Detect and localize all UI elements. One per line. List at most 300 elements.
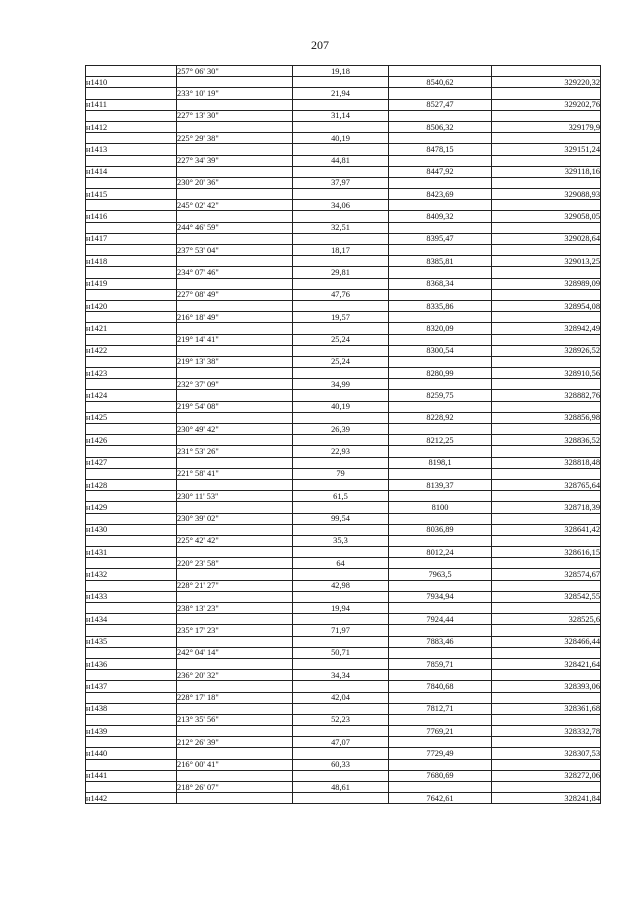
empty-cell (177, 703, 293, 714)
direction-angle: 231° 53' 26" (177, 446, 293, 457)
empty-cell (389, 222, 492, 233)
coord-y: 328765,64 (492, 479, 601, 490)
distance-value: 32,51 (293, 222, 389, 233)
point-row (86, 345, 601, 356)
coord-y: 328525,6 (492, 614, 601, 625)
distance-value: 19,57 (293, 312, 389, 323)
point-name: н1423 (86, 368, 177, 379)
coord-y: 329088,93 (492, 189, 601, 200)
point-name: н1427 (86, 457, 177, 468)
empty-cell (177, 166, 293, 177)
coord-y: 328942,49 (492, 323, 601, 334)
empty-cell (492, 446, 601, 457)
point-name: н1430 (86, 524, 177, 535)
empty-cell (86, 737, 177, 748)
empty-cell (86, 603, 177, 614)
segment-row (86, 424, 601, 435)
coord-x: 8100 (389, 502, 492, 513)
empty-cell (389, 312, 492, 323)
coord-y: 329013,25 (492, 256, 601, 267)
segment-row (86, 692, 601, 703)
point-name: н1441 (86, 770, 177, 781)
segment-row (86, 155, 601, 166)
direction-angle: 228° 21' 27" (177, 580, 293, 591)
empty-cell (177, 636, 293, 647)
direction-angle: 228° 17' 18" (177, 692, 293, 703)
coord-x: 8212,25 (389, 435, 492, 446)
segment-row (86, 379, 601, 390)
coord-y: 329028,64 (492, 233, 601, 244)
empty-cell (86, 200, 177, 211)
empty-cell (492, 759, 601, 770)
empty-cell (293, 99, 389, 110)
coord-y: 328856,98 (492, 412, 601, 423)
empty-cell (389, 401, 492, 412)
empty-cell (389, 66, 492, 77)
empty-cell (492, 692, 601, 703)
point-row (86, 569, 601, 580)
empty-cell (389, 289, 492, 300)
direction-angle: 242° 04' 14" (177, 647, 293, 658)
empty-cell (293, 390, 389, 401)
point-name: н1420 (86, 300, 177, 311)
coord-x: 7812,71 (389, 703, 492, 714)
empty-cell (86, 446, 177, 457)
empty-cell (492, 289, 601, 300)
empty-cell (492, 491, 601, 502)
point-row (86, 300, 601, 311)
empty-cell (177, 77, 293, 88)
empty-cell (86, 491, 177, 502)
empty-cell (86, 535, 177, 546)
point-row (86, 77, 601, 88)
distance-value: 48,61 (293, 782, 389, 793)
empty-cell (177, 658, 293, 669)
empty-cell (293, 412, 389, 423)
segment-row (86, 222, 601, 233)
coord-x: 8280,99 (389, 368, 492, 379)
direction-angle: 230° 11' 53" (177, 491, 293, 502)
empty-cell (177, 457, 293, 468)
empty-cell (86, 356, 177, 367)
point-name: н1439 (86, 726, 177, 737)
distance-value: 19,18 (293, 66, 389, 77)
empty-cell (492, 782, 601, 793)
point-row (86, 166, 601, 177)
segment-row (86, 267, 601, 278)
coord-x: 8385,81 (389, 256, 492, 267)
empty-cell (177, 99, 293, 110)
point-name: н1416 (86, 211, 177, 222)
empty-cell (293, 793, 389, 804)
point-name: н1410 (86, 77, 177, 88)
segment-row (86, 200, 601, 211)
segment-row (86, 714, 601, 725)
empty-cell (177, 323, 293, 334)
distance-value: 29,81 (293, 267, 389, 278)
coord-y: 329151,24 (492, 144, 601, 155)
empty-cell (293, 121, 389, 132)
empty-cell (389, 692, 492, 703)
segment-row (86, 312, 601, 323)
empty-cell (177, 479, 293, 490)
point-name: н1413 (86, 144, 177, 155)
coord-x: 7963,5 (389, 569, 492, 580)
empty-cell (492, 379, 601, 390)
empty-cell (177, 256, 293, 267)
empty-cell (389, 356, 492, 367)
empty-cell (86, 468, 177, 479)
coordinates-table-body (86, 66, 601, 804)
coord-x: 8527,47 (389, 99, 492, 110)
point-row (86, 636, 601, 647)
empty-cell (389, 670, 492, 681)
point-name: н1418 (86, 256, 177, 267)
point-name: н1434 (86, 614, 177, 625)
empty-cell (177, 368, 293, 379)
distance-value: 47,76 (293, 289, 389, 300)
point-name: н1431 (86, 547, 177, 558)
empty-cell (492, 535, 601, 546)
point-name: н1421 (86, 323, 177, 334)
empty-cell (86, 312, 177, 323)
direction-angle: 234° 07' 46" (177, 267, 293, 278)
point-name: н1437 (86, 681, 177, 692)
distance-value: 34,06 (293, 200, 389, 211)
empty-cell (86, 177, 177, 188)
empty-cell (86, 670, 177, 681)
empty-cell (389, 155, 492, 166)
empty-cell (293, 233, 389, 244)
direction-angle: 227° 34' 39" (177, 155, 293, 166)
distance-value: 42,98 (293, 580, 389, 591)
segment-row (86, 446, 601, 457)
direction-angle: 225° 29' 38" (177, 133, 293, 144)
point-row (86, 99, 601, 110)
empty-cell (86, 401, 177, 412)
direction-angle: 230° 39' 02" (177, 513, 293, 524)
distance-value: 22,93 (293, 446, 389, 457)
point-name: н1412 (86, 121, 177, 132)
coord-x: 8447,92 (389, 166, 492, 177)
empty-cell (293, 636, 389, 647)
distance-value: 25,24 (293, 334, 389, 345)
point-row (86, 547, 601, 558)
coord-y: 329220,32 (492, 77, 601, 88)
segment-row (86, 88, 601, 99)
coord-y: 328361,68 (492, 703, 601, 714)
coord-x: 8478,15 (389, 144, 492, 155)
coord-y: 328641,42 (492, 524, 601, 535)
empty-cell (389, 580, 492, 591)
empty-cell (293, 591, 389, 602)
empty-cell (177, 233, 293, 244)
empty-cell (389, 558, 492, 569)
coord-x: 7769,21 (389, 726, 492, 737)
distance-value: 50,71 (293, 647, 389, 658)
coord-y: 328954,08 (492, 300, 601, 311)
coord-y: 328574,67 (492, 569, 601, 580)
point-name: н1424 (86, 390, 177, 401)
empty-cell (492, 647, 601, 658)
empty-cell (492, 558, 601, 569)
empty-cell (293, 166, 389, 177)
point-row (86, 524, 601, 535)
point-name: н1440 (86, 748, 177, 759)
segment-row (86, 603, 601, 614)
empty-cell (389, 267, 492, 278)
empty-cell (492, 625, 601, 636)
empty-cell (293, 278, 389, 289)
coord-x: 8320,09 (389, 323, 492, 334)
empty-cell (492, 603, 601, 614)
empty-cell (293, 658, 389, 669)
empty-cell (293, 211, 389, 222)
segment-row (86, 558, 601, 569)
distance-value: 99,54 (293, 513, 389, 524)
empty-cell (177, 189, 293, 200)
empty-cell (389, 468, 492, 479)
empty-cell (293, 345, 389, 356)
coord-y: 328718,39 (492, 502, 601, 513)
empty-cell (177, 726, 293, 737)
point-row (86, 256, 601, 267)
point-row (86, 591, 601, 602)
empty-cell (177, 591, 293, 602)
distance-value: 26,39 (293, 424, 389, 435)
point-row (86, 793, 601, 804)
empty-cell (177, 614, 293, 625)
empty-cell (86, 558, 177, 569)
segment-row (86, 133, 601, 144)
distance-value: 31,14 (293, 110, 389, 121)
empty-cell (177, 144, 293, 155)
empty-cell (86, 245, 177, 256)
segment-row (86, 401, 601, 412)
distance-value: 34,34 (293, 670, 389, 681)
point-name: н1429 (86, 502, 177, 513)
empty-cell (492, 267, 601, 278)
coord-x: 8368,34 (389, 278, 492, 289)
empty-cell (389, 200, 492, 211)
empty-cell (293, 502, 389, 513)
segment-row (86, 670, 601, 681)
empty-cell (86, 66, 177, 77)
coord-y: 329202,76 (492, 99, 601, 110)
coord-x: 8036,89 (389, 524, 492, 535)
coord-x: 7883,46 (389, 636, 492, 647)
coord-y: 328910,56 (492, 368, 601, 379)
coord-x: 8423,69 (389, 189, 492, 200)
direction-angle: 218° 26' 07" (177, 782, 293, 793)
point-row (86, 144, 601, 155)
empty-cell (86, 289, 177, 300)
empty-cell (86, 759, 177, 770)
empty-cell (389, 603, 492, 614)
empty-cell (389, 133, 492, 144)
distance-value: 61,5 (293, 491, 389, 502)
direction-angle: 216° 00' 41" (177, 759, 293, 770)
segment-row (86, 647, 601, 658)
empty-cell (293, 681, 389, 692)
point-row (86, 681, 601, 692)
point-row (86, 211, 601, 222)
direction-angle: 220° 23' 58" (177, 558, 293, 569)
empty-cell (492, 200, 601, 211)
direction-angle: 237° 53' 04" (177, 245, 293, 256)
empty-cell (86, 714, 177, 725)
empty-cell (86, 782, 177, 793)
empty-cell (86, 580, 177, 591)
empty-cell (492, 177, 601, 188)
direction-angle: 236° 20' 32" (177, 670, 293, 681)
coord-x: 8300,54 (389, 345, 492, 356)
direction-angle: 233° 10' 19" (177, 88, 293, 99)
direction-angle: 212° 26' 39" (177, 737, 293, 748)
point-row (86, 457, 601, 468)
direction-angle: 219° 54' 08" (177, 401, 293, 412)
empty-cell (177, 502, 293, 513)
point-name: н1414 (86, 166, 177, 177)
empty-cell (177, 547, 293, 558)
empty-cell (177, 569, 293, 580)
direction-angle: 257° 06' 30" (177, 66, 293, 77)
empty-cell (389, 535, 492, 546)
coord-y: 328989,09 (492, 278, 601, 289)
empty-cell (293, 726, 389, 737)
point-row (86, 770, 601, 781)
segment-row (86, 334, 601, 345)
coord-y: 329179,9 (492, 121, 601, 132)
segment-row (86, 468, 601, 479)
coord-y: 328466,44 (492, 636, 601, 647)
coord-x: 8139,37 (389, 479, 492, 490)
empty-cell (492, 110, 601, 121)
empty-cell (86, 133, 177, 144)
point-name: н1435 (86, 636, 177, 647)
coord-y: 328421,64 (492, 658, 601, 669)
direction-angle: 235° 17' 23" (177, 625, 293, 636)
empty-cell (177, 681, 293, 692)
empty-cell (177, 770, 293, 781)
empty-cell (389, 245, 492, 256)
point-name: н1432 (86, 569, 177, 580)
direction-angle: 219° 13' 38" (177, 356, 293, 367)
empty-cell (492, 580, 601, 591)
point-row (86, 189, 601, 200)
segment-row (86, 759, 601, 770)
empty-cell (86, 110, 177, 121)
coord-y: 329118,16 (492, 166, 601, 177)
coord-y: 328393,06 (492, 681, 601, 692)
empty-cell (293, 368, 389, 379)
empty-cell (492, 66, 601, 77)
direction-angle: 216° 18' 49" (177, 312, 293, 323)
point-row (86, 390, 601, 401)
distance-value: 79 (293, 468, 389, 479)
empty-cell (293, 614, 389, 625)
empty-cell (177, 748, 293, 759)
empty-cell (389, 737, 492, 748)
direction-angle: 244° 46' 59" (177, 222, 293, 233)
coord-y: 328818,48 (492, 457, 601, 468)
empty-cell (492, 155, 601, 166)
point-row (86, 278, 601, 289)
distance-value: 35,3 (293, 535, 389, 546)
empty-cell (293, 479, 389, 490)
empty-cell (86, 379, 177, 390)
coord-x: 8228,92 (389, 412, 492, 423)
empty-cell (492, 714, 601, 725)
empty-cell (177, 793, 293, 804)
empty-cell (86, 692, 177, 703)
empty-cell (389, 177, 492, 188)
point-name: н1411 (86, 99, 177, 110)
coord-y: 328542,55 (492, 591, 601, 602)
point-row (86, 323, 601, 334)
direction-angle: 227° 08' 49" (177, 289, 293, 300)
empty-cell (293, 457, 389, 468)
coord-x: 7642,61 (389, 793, 492, 804)
point-name: н1442 (86, 793, 177, 804)
empty-cell (177, 412, 293, 423)
empty-cell (177, 524, 293, 535)
direction-angle: 225° 42' 42" (177, 535, 293, 546)
segment-row (86, 289, 601, 300)
point-row (86, 748, 601, 759)
empty-cell (86, 155, 177, 166)
coord-y: 328926,52 (492, 345, 601, 356)
segment-row (86, 66, 601, 77)
empty-cell (86, 334, 177, 345)
empty-cell (492, 468, 601, 479)
empty-cell (177, 390, 293, 401)
coord-y: 328272,06 (492, 770, 601, 781)
empty-cell (177, 121, 293, 132)
point-row (86, 479, 601, 490)
empty-cell (492, 356, 601, 367)
empty-cell (86, 513, 177, 524)
direction-angle: 232° 37' 09" (177, 379, 293, 390)
empty-cell (293, 144, 389, 155)
point-name: н1433 (86, 591, 177, 602)
empty-cell (86, 267, 177, 278)
segment-row (86, 110, 601, 121)
segment-row (86, 513, 601, 524)
coord-y: 328882,76 (492, 390, 601, 401)
point-row (86, 502, 601, 513)
empty-cell (177, 345, 293, 356)
coord-x: 8409,32 (389, 211, 492, 222)
coord-x: 7729,49 (389, 748, 492, 759)
distance-value: 64 (293, 558, 389, 569)
empty-cell (389, 513, 492, 524)
coord-x: 8540,62 (389, 77, 492, 88)
distance-value: 25,24 (293, 356, 389, 367)
segment-row (86, 535, 601, 546)
distance-value: 19,94 (293, 603, 389, 614)
segment-row (86, 491, 601, 502)
coord-y: 328307,53 (492, 748, 601, 759)
empty-cell (492, 222, 601, 233)
distance-value: 60,33 (293, 759, 389, 770)
point-name: н1436 (86, 658, 177, 669)
direction-angle: 245° 02' 42" (177, 200, 293, 211)
distance-value: 34,99 (293, 379, 389, 390)
coord-x: 8395,47 (389, 233, 492, 244)
point-row (86, 614, 601, 625)
point-name: н1428 (86, 479, 177, 490)
